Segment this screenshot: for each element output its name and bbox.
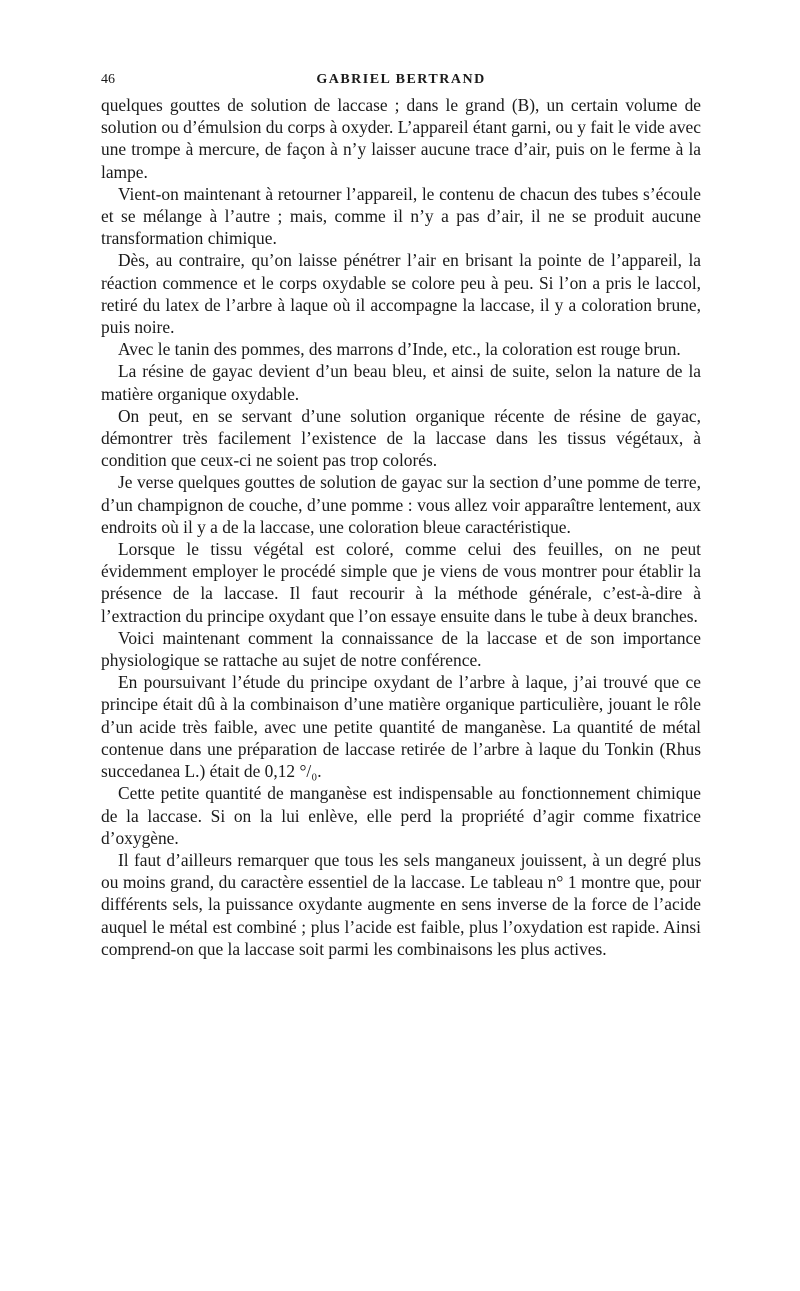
paragraph: Vient-on maintenant à retourner l’appareil, le contenu de chacun des tubes s’écoule et se mélange à l’autre ; mais, comme il n’y a pas d’air, il ne se produit aucune transformation chimique. — [101, 183, 701, 249]
paragraph: Voici maintenant comment la connaissance de la laccase et de son importance physiologique se rattache au sujet de notre conférence. — [101, 627, 701, 671]
running-head: GABRIEL BERTRAND — [316, 72, 486, 87]
paragraph: Lorsque le tissu végétal est coloré, comme celui des feuilles, on ne peut évidemment employer le procédé simple que je viens de vous montrer pour établir la présence de la laccase. Il faut recourir à la méthode générale, c’est-à-dire à l’extraction du principe oxydant que l’on essaye ensuite dans le tube à deux branches. — [101, 539, 701, 626]
page-header — [101, 70, 701, 94]
body-text — [101, 94, 701, 960]
paragraph: Avec le tanin des pommes, des marrons d’Inde, etc., la coloration est rouge brun. — [118, 339, 681, 360]
paragraph: Dès, au contraire, qu’on laisse pénétrer l’air en brisant la pointe de l’appareil, la réaction commence et le corps oxydable se colore peu à peu. Si l’on a pris le laccol, retiré du latex de l’arbre à laque où il accompagne la laccase, il y a coloration brune, puis noire. — [101, 250, 701, 338]
paragraph: quelques gouttes de solution de laccase ; dans le grand (B), un certain volume de solution ou d’émulsion du corps à oxyder. L’appareil étant garni, ou y fait le vide avec une trompe à mercure, de façon à n’y laisser aucune trace d’air, puis on le ferme à la lampe. — [101, 95, 701, 182]
paragraph: En poursuivant l’étude du principe oxydant de l’arbre à laque, j’ai trouvé que ce principe était dû à la combinaison d’une matière organique particulière, jouant le rôle d’un acide très faible, avec une petite quantité de manganèse. La quantité de métal contenue dans une préparation de laccase retirée de l’arbre à laque du Tonkin (Rhus succedanea L.) était de 0,12 °/₀. — [101, 672, 701, 782]
paragraph: La résine de gayac devient d’un beau bleu, et ainsi de suite, selon la nature de la matière organique oxydable. — [101, 361, 701, 404]
paragraph: On peut, en se servant d’une solution organique récente de résine de gayac, démontrer très facilement l’existence de la laccase dans les tissus végétaux, à condition que ceux-ci ne soient pas trop colorés. — [101, 405, 701, 471]
page-number: 46 — [101, 72, 115, 87]
paragraph: Cette petite quantité de manganèse est indispensable au fonctionnement chimique de la laccase. Si on la lui enlève, elle perd la propriété d’agir comme fixatrice d’oxygène. — [101, 783, 701, 848]
paragraph: Je verse quelques gouttes de solution de gayac sur la section d’une pomme de terre, d’un champignon de couche, d’une pomme : vous allez voir apparaître lentement, aux endroits où il y a de la laccase, une coloration bleue caractéristique. — [101, 472, 701, 537]
paragraph: Il faut d’ailleurs remarquer que tous les sels manganeux jouissent, à un degré plus ou moins grand, du caractère essentiel de la laccase. Le tableau n° 1 montre que, pour différents sels, la puissance oxydante augmente en sens inverse de la force de l’acide auquel le métal est combiné ; plus l’acide est faible, plus l’oxydation est rapide. Ainsi comprend-on que la laccase soit parmi les combinaisons les plus actives. — [101, 849, 701, 959]
book-page — [101, 70, 701, 960]
